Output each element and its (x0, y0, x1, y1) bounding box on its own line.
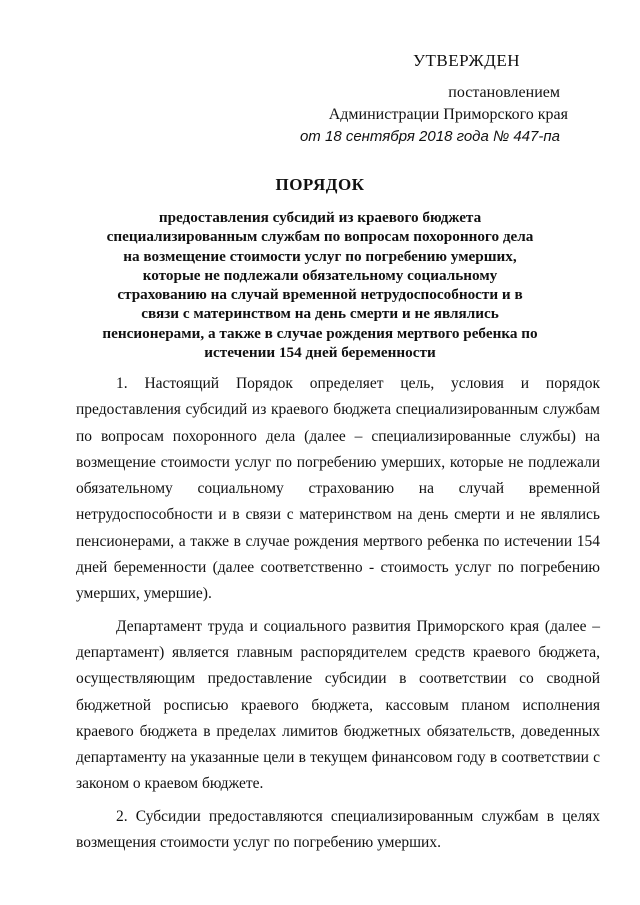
document-subtitle: предоставления субсидий из краевого бюджета специализированным службам по вопросам похоронного дела на возмещение стоимости услуг по погребению умерших, которые не подлежали обязательному социальному страхованию на случай временной нетрудоспособности и в связи с материнством на день смерти и не являлись пенсионерами, а также в случае рождения мертвого ребенка по истечении 154 дней беременности (102, 209, 538, 362)
paragraph-3: 2. Субсидии предоставляются специализированным службам в целях возмещения стоимости услуг по погребению умерших. (76, 807, 600, 852)
resolution-date-number: от 18 сентября 2018 года № 447-па (299, 128, 560, 145)
resolution-label: постановлением (448, 84, 560, 101)
document-body (76, 371, 600, 862)
paragraph-1: 1. Настоящий Порядок определяет цель, условия и порядок предоставления субсидий из краевого бюджета специализированным службам по вопросам похоронного дела (далее – специализированные службы) на возмещение стоимости услуг по погребению умерших, которые не подлежали обязательному социальному страхованию на случай временной нетрудоспособности и в связи с материнством на день смерти и не являлись пенсионерами, а также в случае рождения мертвого ребенка по истечении 154 дней беременности (далее соответственно - стоимость услуг по погребению умерших, умершие). (76, 375, 600, 603)
approved-label: УТВЕРЖДЕН (413, 51, 520, 70)
document-title: ПОРЯДОК (275, 175, 365, 194)
paragraph-2: Департамент труда и социального развития Приморского края (далее – департамент) является главным распорядителем средств краевого бюджета, осуществляющим предоставление субсидии в соответствии со сводной бюджетной росписью краевого бюджета, кассовым планом исполнения краевого бюджета в пределах лимитов бюджетных обязательств, доведенных департаменту на указанные цели в текущем финансовом году в соответствии с законом о краевом бюджете. (76, 617, 600, 793)
organization-label: Администрации Приморского края (328, 106, 568, 123)
approval-stamp (300, 50, 568, 148)
